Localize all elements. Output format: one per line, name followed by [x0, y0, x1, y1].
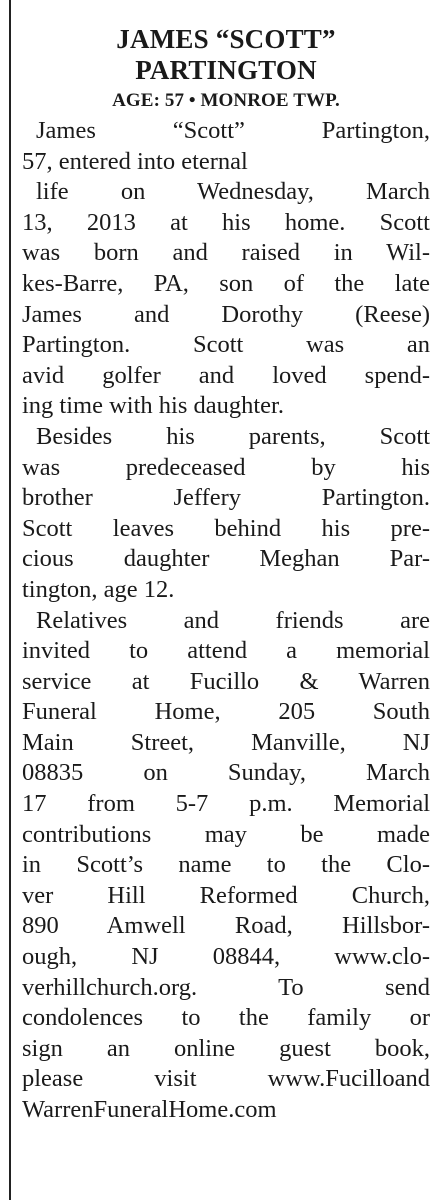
text-line: 08835 on Sunday, March: [22, 759, 430, 787]
text-line: avid golfer and loved spend-: [22, 361, 430, 389]
text-line: service at Fucillo & Warren: [22, 667, 430, 695]
text-line: Funeral Home, 205 South: [22, 698, 430, 726]
obituary-paragraph-3: [22, 606, 430, 1126]
obituary-age-location: AGE: 57 • MONROE TWP.: [112, 90, 340, 111]
text-line: ing time with his daughter.: [22, 392, 284, 420]
text-line: kes-Barre, PA, son of the late: [22, 269, 430, 297]
text-line: Relatives and friends are: [36, 606, 430, 634]
column-rule: [9, 0, 11, 1200]
text-line: verhillchurch.org. To send: [22, 973, 430, 1001]
text-line: ver Hill Reformed Church,: [22, 881, 430, 909]
text-line: Scott leaves behind his pre-: [22, 514, 430, 542]
text-line: invited to attend a memorial: [22, 637, 430, 665]
obituary-name-line-1: JAMES “SCOTT”: [116, 24, 336, 54]
text-line: 57, entered into eternal: [22, 147, 248, 175]
text-line: brother Jeffery Partington.: [22, 484, 430, 512]
text-line: was predeceased by his: [22, 453, 430, 481]
text-line: 17 from 5-7 p.m. Memorial: [22, 790, 430, 818]
text-line: 890 Amwell Road, Hillsbor-: [22, 912, 430, 940]
obituary-paragraph-1: [22, 116, 430, 422]
text-line: cious daughter Meghan Par-: [22, 545, 430, 573]
text-line: tington, age 12.: [22, 575, 175, 603]
text-line: sign an online guest book,: [22, 1034, 430, 1062]
text-line: condolences to the family or: [22, 1004, 430, 1032]
text-line: Partington. Scott was an: [22, 331, 430, 359]
text-line: James and Dorothy (Reese): [22, 300, 430, 328]
obituary-paragraph-2: [22, 422, 430, 606]
text-line: Besides his parents, Scott: [36, 422, 430, 450]
text-line: please visit www.Fucilloand: [22, 1065, 430, 1093]
text-line: 13, 2013 at his home. Scott: [22, 208, 430, 236]
obituary-column: [22, 24, 430, 1126]
text-line: life on Wednesday, March: [36, 178, 430, 206]
text-line: contributions may be made: [22, 820, 430, 848]
text-line: in Scott’s name to the Clo-: [22, 851, 430, 879]
text-line: WarrenFuneralHome.com: [22, 1096, 277, 1123]
obituary-name-line-2: PARTINGTON: [135, 55, 317, 85]
text-line: Main Street, Manville, NJ: [22, 728, 430, 756]
text-line: was born and raised in Wil-: [22, 239, 430, 267]
text-line: James “Scott” Partington,: [36, 117, 430, 144]
text-line: ough, NJ 08844, www.clo-: [22, 943, 430, 971]
